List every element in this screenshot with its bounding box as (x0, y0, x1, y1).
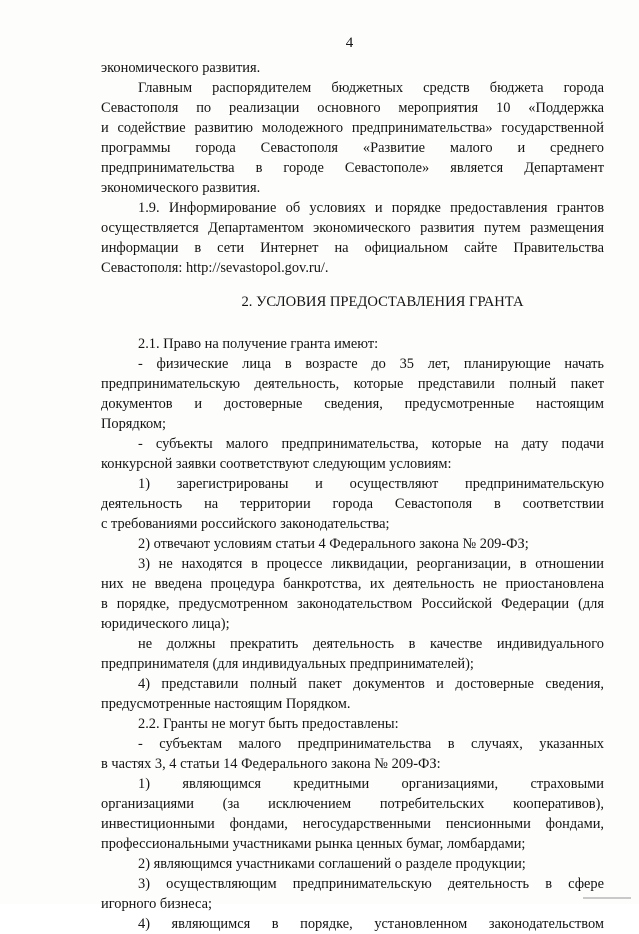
text-line: них не введена процедура банкротства, их деятельность не приостановлена (101, 576, 604, 592)
text-line: профессиональными участниками рынка ценных бумаг, ломбардами; (101, 836, 526, 852)
text-line: 4) являющимся в порядке, установленном законодательством (138, 916, 604, 932)
text-line: предпринимателя (для индивидуальных предпринимателей); (101, 656, 474, 672)
text-line: организациями (за исключением потребительских кооперативов), (101, 796, 604, 812)
page-number: 4 (345, 35, 354, 51)
text-line: 2.1. Право на получение гранта имеют: (138, 336, 379, 352)
text-line: 3) не находятся в процессе ликвидации, реорганизации, в отношении (138, 556, 604, 572)
text-line: осуществляется Департаментом экономического развития путем размещения (101, 220, 604, 236)
text-line: предпринимательскую деятельность, которые представили полный пакет (101, 376, 604, 392)
text-line: 4) представили полный пакет документов и достоверные сведения, (138, 676, 604, 692)
text-line: 3) осуществляющим предпринимательскую деятельность в сфере (138, 876, 604, 892)
text-line: 1.9. Информирование об условиях и порядке предоставления грантов (138, 200, 604, 216)
spacer (101, 312, 604, 334)
text-line: и содействие развитию молодежного предпринимательства» государственной (101, 120, 604, 136)
text-line: Главным распорядителем бюджетных средств бюджета города (138, 80, 604, 96)
text-line: документов и достоверные сведения, предусмотренные настоящим (101, 396, 604, 412)
scan-artifact (583, 897, 631, 899)
text-line: в порядке, предусмотренном законодательством Российской Федерации (для (101, 596, 604, 612)
text-line: программы города Севастополя «Развитие малого и среднего (101, 140, 604, 156)
text-line: Севастополя по реализации основного мероприятия 10 «Поддержка (101, 100, 604, 116)
text-line: Севастополя: http://sevastopol.gov.ru/. (101, 260, 329, 276)
text-line: конкурсной заявки соответствуют следующим условиям: (101, 456, 452, 472)
text-line: Порядком; (101, 416, 167, 432)
text-line: с требованиями российского законодательства; (101, 516, 390, 532)
document-body (101, 58, 604, 934)
text-line: 2) отвечают условиям статьи 4 Федерального закона № 209-ФЗ; (138, 536, 529, 552)
text-line: юридического лица); (101, 616, 230, 632)
text-line: - физические лица в возрасте до 35 лет, планирующие начать (138, 356, 604, 372)
text-line: предпринимательства в городе Севастополе» является Департамент (101, 160, 604, 176)
text-line: не должны прекратить деятельность в качестве индивидуального (138, 636, 604, 652)
text-line: 2.2. Гранты не могут быть предоставлены: (138, 716, 399, 732)
text-line: 1) являющимся кредитными организациями, страховыми (138, 776, 604, 792)
text-line: экономического развития. (101, 180, 261, 196)
spacer (101, 278, 604, 292)
text-line: 2) являющимся участниками соглашений о разделе продукции; (138, 856, 526, 872)
text-line: 1) зарегистрированы и осуществляют предпринимательскую (138, 476, 604, 492)
section-heading: 2. УСЛОВИЯ ПРЕДОСТАВЛЕНИЯ ГРАНТА (241, 294, 524, 310)
text-line: инвестиционными фондами, негосударственными пенсионными фондами, (101, 816, 604, 832)
text-line: предусмотренные настоящим Порядком. (101, 696, 351, 712)
text-line: деятельность на территории города Севастополя в соответствии (101, 496, 604, 512)
text-line: - субъектам малого предпринимательства в случаях, указанных (138, 736, 604, 752)
text-line: игорного бизнеса; (101, 896, 212, 912)
text-line: - субъекты малого предпринимательства, которые на дату подачи (138, 436, 604, 452)
text-line: информации в сети Интернет на официальном сайте Правительства (101, 240, 604, 256)
text-line: в частях 3, 4 статьи 14 Федерального закона № 209-ФЗ: (101, 756, 441, 772)
text-line: экономического развития. (101, 60, 261, 76)
